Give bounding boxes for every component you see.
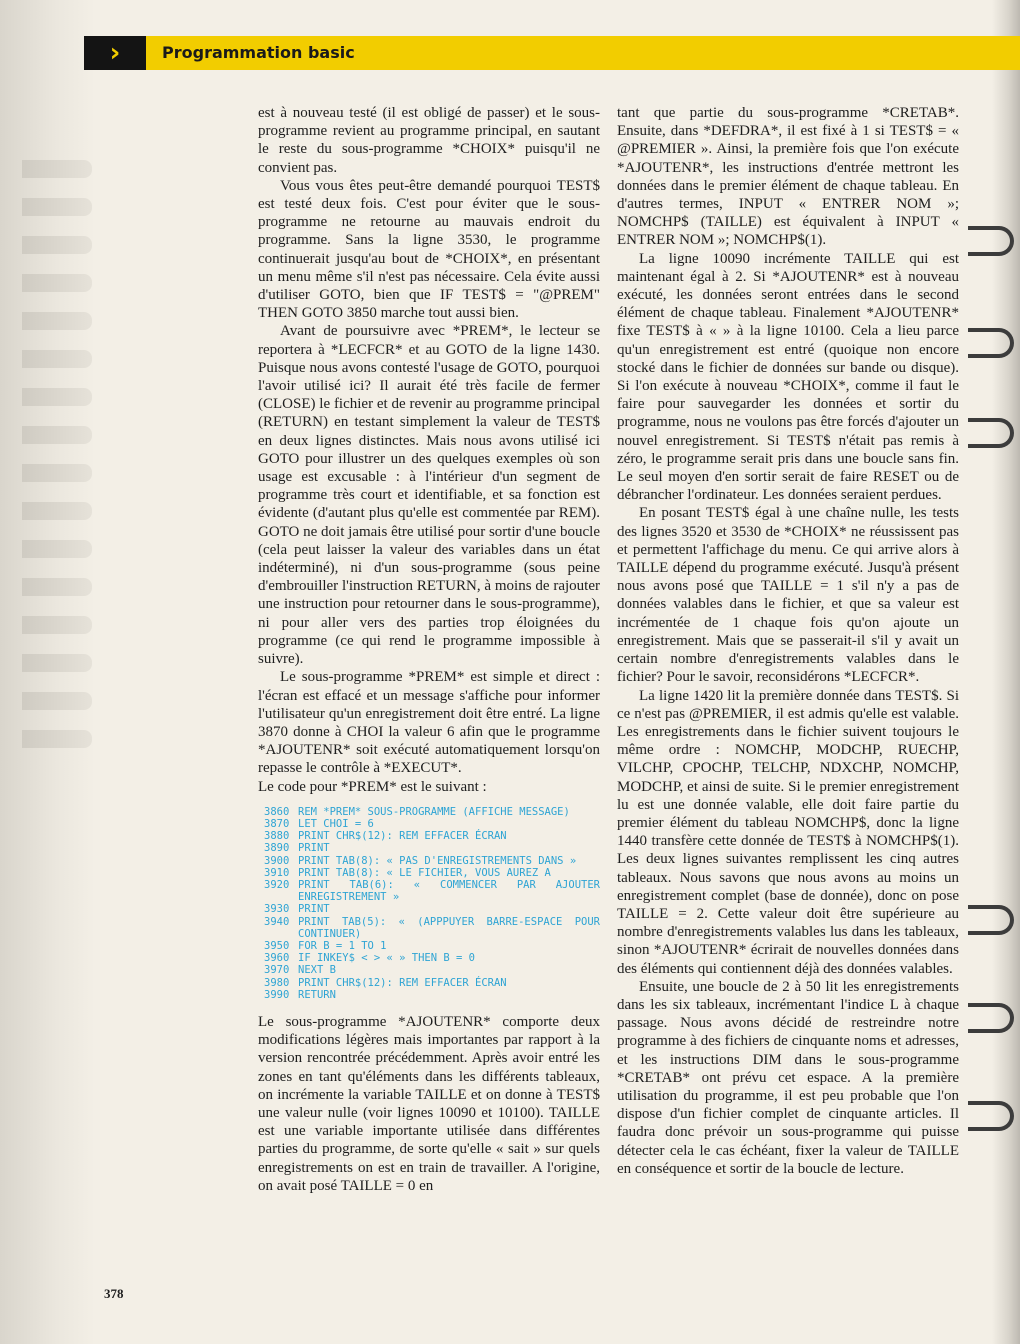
code-line (264, 989, 600, 1001)
code-line-text: NEXT B (298, 964, 336, 977)
code-line (264, 916, 600, 940)
paragraph: Le sous-programme *PREM* est simple et direct : l'écran est effacé et un message s'affiche pour informer l'utilisateur qu'un enregistrement doit être entré. La ligne 3870 donne à CHOI la valeur 6 afin que le programme *AJOUTENR* soit exécuté automatiquement lorsqu'on repasse le contrôle à *EXECUT*. (258, 669, 600, 777)
paragraph: Ensuite, une boucle de 2 à 50 lit les enregistrements dans les six tableaux, incrémentant l'indice L à chaque passage. Nous avons décidé de restreindre notre programme à des fichiers de cinquante noms et adresses, et les instructions DIM dans le sous-programme *CRETAB* ont prévu cet espace. A la première utilisation du programme, il est peu probable que l'on dispose d'un fichier complet de cinquante articles. Il faudra donc prévoir un sous-programme qui puisse détecter cela le cas échéant, fixer la valeur de TAILLE en conséquence et sortir de la boucle de lecture. (617, 978, 959, 1177)
paragraph: Vous vous êtes peut-être demandé pourquoi TEST$ est testé deux fois. C'est pour éviter que le sous-programme ne retourne au mauvais endroit du programme. Sans la ligne 3530, le programme continuerait jusqu'au bout de *CHOIX*, en présentant un menu même s'il n'est pas nécessaire. Cela évite aussi d'utiliser GOTO, bien que IF TEST$ = "@PREM" THEN GOTO 3850 marche tout aussi bien. (258, 177, 600, 322)
chevron-right-icon: › (84, 36, 146, 70)
code-line-number: 3910 (264, 866, 290, 879)
code-line-text: FOR B = 1 TO 1 (298, 939, 387, 952)
code-line-number: 3940 (264, 915, 290, 928)
code-line-number: 3860 (264, 805, 290, 818)
code-line (264, 952, 600, 964)
code-line-text: PRINT CHR$(12): REM EFFACER ÉCRAN (298, 830, 507, 843)
code-line (264, 977, 600, 989)
right-column (617, 104, 959, 1178)
code-line-number: 3900 (264, 854, 290, 867)
code-line (264, 830, 600, 842)
left-column (258, 104, 600, 1195)
paragraph: Le sous-programme *AJOUTENR* comporte deux modifications légères mais importantes par rapport à la version rencontrée précédemment. Après avoir entré les zones en tant qu'éléments dans les différents tableaux, on incrémente la variable TAILLE et on donne à TEST$ une valeur nulle (voir lignes 10090 et 10100). TAILLE est une variable importante utilisée dans différentes parties du programme, de sorte qu'elle « sait » sur quels enregistrements on est en train de travailler. A l'origine, on avait posé TAILLE = 0 en (258, 1013, 600, 1194)
code-line-text: PRINT TAB(8): « LE FICHIER, VOUS AUREZ A (298, 866, 551, 879)
paragraph: est à nouveau testé (il est obligé de passer) et le sous-programme revient au programme principal, en sautant le reste du sous-programme *CHOIX* puisqu'il ne convient pas. (258, 105, 600, 176)
code-line-number: 3960 (264, 952, 290, 965)
code-line-number: 3990 (264, 988, 290, 1001)
code-line-number: 3920 (264, 878, 290, 891)
paragraph: La ligne 10090 incrémente TAILLE qui est maintenant égal à 2. Si *AJOUTENR* est à nouveau exécuté, les données seront entrées dans le second élément de chaque tableau. Finalement *AJOUTENR* fixe TEST$ à « » à la ligne 10100. Cela a lieu parce qu'un enregistrement est entré (quoique non encore stocké dans le fichier de données sur bande ou disque). Si l'on exécute à nouveau *CHOIX*, comme il faut le faire pour sauvegarder les données et sortir du programme, nous ne voulons pas être forcés d'ajouter un nouvel enregistrement. Si TEST$ n'était pas remis à zéro, le programme serait pris dans une boucle sans fin. Le seul moyen d'en sortir serait de faire RESET ou de débrancher l'ordinateur. Les données seraient perdues. (617, 250, 959, 504)
code-line (264, 867, 600, 879)
code-line-text: PRINT TAB(5): « (APPPUYER BARRE-ESPACE POUR CONTINUER) (298, 915, 600, 940)
code-line (264, 964, 600, 976)
code-line (264, 879, 600, 903)
code-line-text: PRINT TAB(6): « COMMENCER PAR AJOUTER ENREGISTREMENT » (298, 878, 600, 904)
binder-ring (968, 1003, 1014, 1033)
code-line (264, 806, 600, 818)
code-line-number: 3930 (264, 903, 290, 916)
code-line-text: LET CHOI = 6 (298, 817, 374, 830)
code-line-text: PRINT TAB(8): « PAS D'ENREGISTREMENTS DANS » (298, 854, 577, 867)
section-title: Programmation basic (162, 43, 355, 62)
code-line-number: 3970 (264, 964, 290, 977)
paragraph: tant que partie du sous-programme *CRETAB*. Ensuite, dans *DEFDRA*, il est fixé à 1 si TEST$ = « @PREMIER ». Ainsi, la première fois que l'on exécute *AJOUTENR*, les instructions d'entrée mettront les données dans le premier élément de chaque tableau. En d'autres termes, INPUT « ENTRER NOM »; NOMCHP$ (TAILLE) est équivalent à INPUT « ENTRER NOM »; NOMCHP$(1). (617, 105, 959, 249)
code-line-text: REM *PREM* SOUS-PROGRAMME (AFFICHE MESSAGE) (298, 805, 570, 818)
code-line (264, 940, 600, 952)
index-tabs (22, 160, 92, 800)
paragraph: En posant TEST$ égal à une chaîne nulle, les tests des lignes 3520 et 3530 de *CHOIX* ne réussissent pas et permettent l'affichage du menu. Ce qui arrive alors à TAILLE dépend du programme exécuté. Jusqu'à présent nous avons posé que TAILLE = 1 s'il n'y a pas de données valables dans le fichier, et que sa valeur est incrémentée de 1 chaque fois qu'on ajoute un enregistrement. Mais que se passerait-il s'il y avait un certain nombre d'enregistrements valables dans le fichier? Pour le savoir, reconsidérons *LECFCR*. (617, 505, 959, 686)
binder-ring (968, 226, 1014, 256)
code-line-text: IF INKEY$ < > « » THEN B = 0 (298, 952, 476, 965)
paragraph: Le code pour *PREM* est le suivant : (258, 778, 487, 795)
code-line-number: 3890 (264, 842, 290, 855)
code-line-number: 3880 (264, 830, 290, 843)
code-line (264, 818, 600, 830)
paragraph: Avant de poursuivre avec *PREM*, le lecteur se reportera à *LECFCR* et au GOTO de la ligne 1430. Puisque nous avons contesté l'usage de GOTO, pourquoi l'avoir utilisé ici? Il aurait été très facile de fermer (CLOSE) le fichier et de revenir au programme principal (RETURN) en testant simplement la valeur de TEST$ en deux lignes distinctes. Mais nous avons utilisé ici GOTO pour illustrer un des quelques exemples où son usage est excusable : à l'intérieur d'un segment de programme très court et identifiable, et sa fonction est évidente (d'autant plus qu'elle est commentée par REM). GOTO ne doit jamais être utilisé pour sortir d'une boucle (cela peut laisser la valeur des variables dans un état indéterminé), ni d'un sous-programme (sous peine d'embrouiller l'instruction RETURN, à moins de rajouter une instruction pour retourner dans le sous-programme), ni pour aller vers des parties trop éloignées du programme (ce qui rend le programme impossible à suivre). (258, 323, 600, 668)
binder-ring (968, 328, 1014, 358)
code-line-number: 3950 (264, 939, 290, 952)
code-line-text: PRINT CHR$(12): REM EFFACER ÉCRAN (298, 976, 507, 989)
code-line-number: 3870 (264, 817, 290, 830)
code-line-text: RETURN (298, 988, 336, 1001)
code-line-number: 3980 (264, 976, 290, 989)
page-number: 378 (104, 1286, 124, 1301)
page-edge-right (992, 0, 1020, 1344)
code-listing (264, 806, 600, 1001)
code-line-text: PRINT (298, 842, 330, 855)
code-line (264, 842, 600, 854)
binder-ring (968, 418, 1014, 448)
code-line-text: PRINT (298, 903, 330, 916)
paragraph: La ligne 1420 lit la première donnée dans TEST$. Si ce n'est pas @PREMIER, il est admis qu'elle est valable. Les enregistrements dans le fichier suivent toujours le même ordre : NOMCHP, MODCHP, RUECHP, VILCHP, CPOCHP, TELCHP, NDXCHP, NOMCHP, MODCHP, et ainsi de suite. Si le premier enregistrement lu est une donnée valable, elle doit faire partie du premier élément du tableau NOMCHP$, donc la ligne 1440 transfère cette donnée de TEST$ à NOMCHP$(1). Les deux lignes suivantes remplissent les cinq autres tableaux. Nous savons que nous avons au moins un enregistrement complet (base de donnée), donc on pose TAILLE = 2. Cette valeur doit être supérieure au nombre d'enregistrements valables lus dans les tableaux, sinon *AJOUTENR* écrirait de nouvelles données dans des éléments qui contiennent déjà des données valables. (617, 687, 959, 977)
code-line (264, 903, 600, 915)
binder-ring (968, 1101, 1014, 1131)
binder-ring (968, 905, 1014, 935)
code-line (264, 855, 600, 867)
